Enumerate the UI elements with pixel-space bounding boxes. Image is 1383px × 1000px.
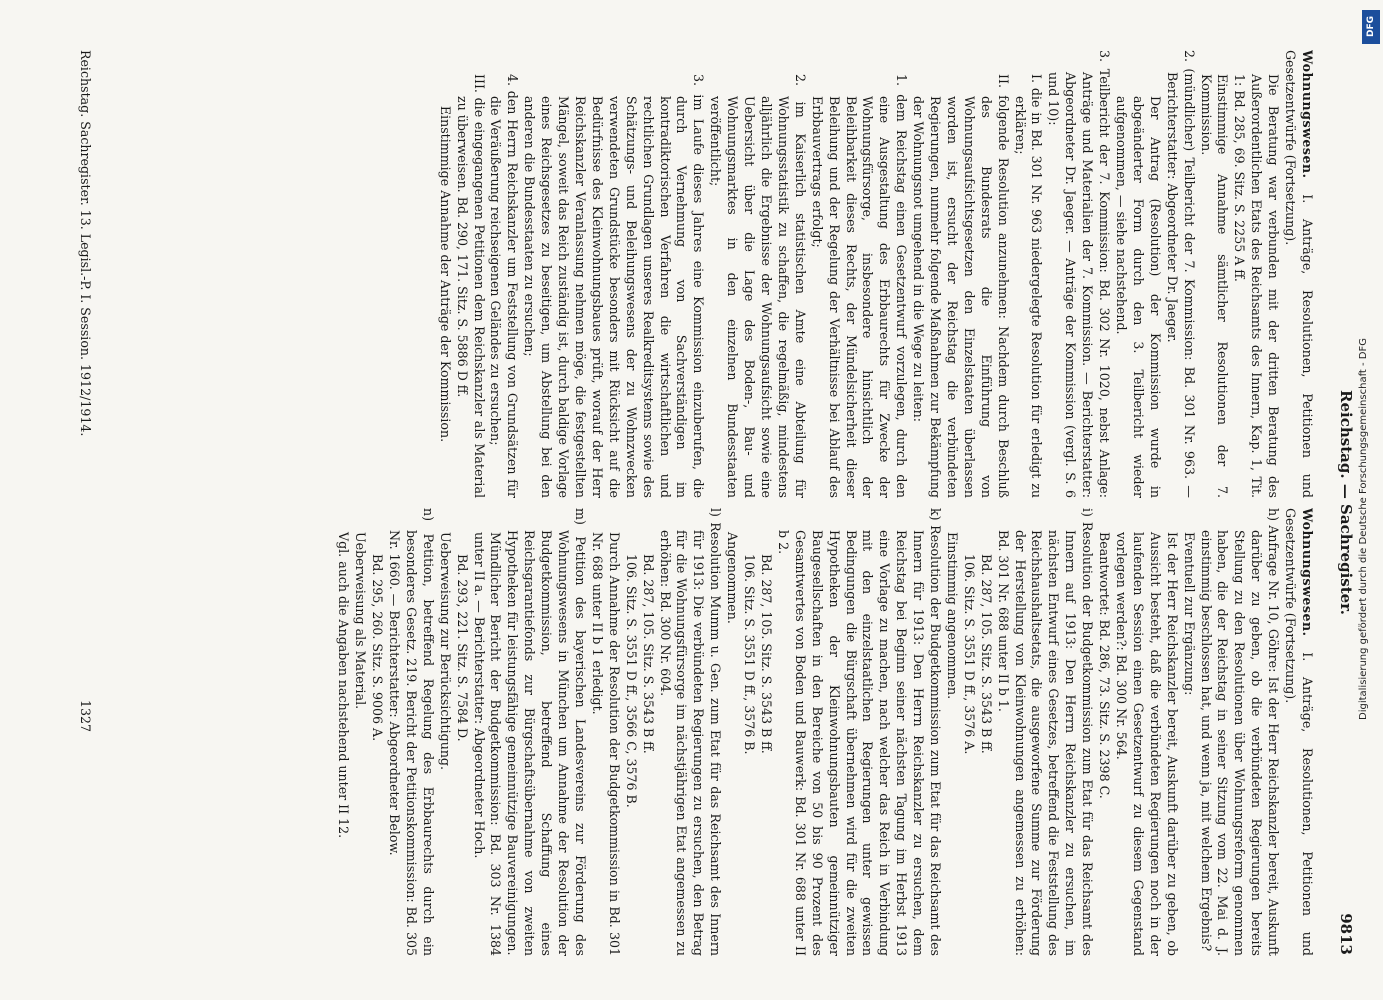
page-header xyxy=(1331,50,1361,955)
right_column-entry xyxy=(453,508,470,956)
right_column-entry xyxy=(436,508,453,956)
entry-text: III. die eingegangenen Petitionen dem Reichskanzler als Material zu überweisen. Bd. 290, 171. Sitz. S. 5886 D ff. xyxy=(454,74,487,498)
right_column-entry xyxy=(656,508,724,956)
right_column-entry xyxy=(740,508,757,956)
right_column-entry xyxy=(1095,508,1112,956)
right_column-entry xyxy=(334,508,351,956)
entry-text: Bd. 287, 105. Sitz. S. 3543 B ff. xyxy=(759,554,774,754)
entry-text: 3. im Laufe dieses Jahres eine Kommission einzuberufen, die durch Vernehmung von Sachverständigen im kontradiktorischen Verfahren die wirtschaftlichen und rechtlichen Grundlagen unseres Realkreditsystems sowie des Schätzungs- und Beleihungswesens der zu Wohnzwecken verwendeten Grundstücke besonders mit Rücksicht auf die Bedürfnisse des Kleinwohnungsbaues prüft, worauf der Herr Reichskanzler Veranlassung nehmen möge, die festgestellten Mängel, soweit das Reich zuständig ist, durch baldige Vorlage eines Reichsgesetzes zu beseitigen, um Abstellung bei den anderen die Bundesstaaten zu ersuchen; xyxy=(522,74,707,498)
right_column-entry xyxy=(504,508,589,956)
entry-text: Einstimmig angenommen. xyxy=(944,532,960,700)
entry-text: Einstimmige Annahme sämtlicher Resolutionen der 7. Kommission. xyxy=(1198,74,1231,498)
left_column-entry xyxy=(487,50,521,498)
entry-text: Angenommen. xyxy=(725,532,741,624)
footer-imprint: Reichstag. Sachregister. 13. Legisl.-P. I. Session. 1912/1914. xyxy=(78,50,93,437)
left_column-entry xyxy=(1011,50,1045,498)
running-title: Reichstag. — Sachregister. xyxy=(1337,390,1355,615)
section-heading: Wohnungswesen. xyxy=(1300,50,1315,179)
right_column-entry xyxy=(1197,508,1282,956)
right_column-entry xyxy=(757,508,774,956)
left_column-entry xyxy=(436,50,453,498)
entry-text: Ueberweisung zur Berücksichtigung. xyxy=(437,532,453,770)
entry-text: Durch Annahme der Resolution der Budgetkommission in Bd. 301 Nr. 688 unter II b 1 erledigt. xyxy=(589,532,622,956)
right_column-entry xyxy=(368,508,385,956)
entry-text: h) Anfrage Nr. 10, Göhre: Ist der Herr Reichskanzler bereit, Auskunft darüber zu geben, ob die verbündeten Regierungen bereits Stellung zu den Resolutionen über Wohnungsreform genommen haben, die der Reichstag in seiner Sitzung vom 22. Mai d. J. einstimmig beschlossen hat, und wenn ja, mit welchem Ergebnis? xyxy=(1198,508,1282,956)
entry-text: Die Beratung war verbunden mit der dritten Beratung des Außerordentlichen Etats des Reichsamts des Innern, Kap. 1, Tit. 1: Bd. 285, 69. Sitz. S. 2255 A ff. xyxy=(1232,74,1282,498)
entry-text: Einstimmige Annahme der Anträge der Kommission. xyxy=(437,105,453,443)
entry-text: 3. Teilbericht der 7. Kommission: Bd. 302 Nr. 1020, nebst Anlage: Anträge und Materialien der 7. Kommission. — Berichterstatter: Abgeordneter Dr. Jaeger. — Anträge der Kommission (vergl. S. 6 und 10): xyxy=(1046,50,1113,498)
left_column-entry xyxy=(1112,50,1163,498)
entry-text: 106. Sitz. S. 3551 D ff., 3576 A. xyxy=(961,554,977,755)
entry-text: 106. Sitz. S. 3551 D ff., 3566 C, 3576 B. xyxy=(623,554,639,808)
left_column-entry xyxy=(1230,50,1281,498)
left_column-entry xyxy=(1045,50,1113,498)
right_column-entry xyxy=(723,508,740,956)
entry-text: I. Anträge, Resolutionen, Petitionen und Gesetzentwürfe (Fortsetzung). xyxy=(1283,508,1315,956)
entry-text: 106. Sitz. S. 3551 D ff., 3576 B. xyxy=(742,554,758,755)
entry-text: 4. den Herrn Reichskanzler um Feststellung von Grundsätzen für die Veräußerung reichseigenen Geländes zu ersuchen; xyxy=(488,74,521,498)
left_column-entry xyxy=(520,50,706,498)
entry-text: Beantwortet: Bd. 286, 73. Sitz. S. 2398 C. xyxy=(1097,532,1113,799)
entry-text: Eventuell zur Ergänzung: xyxy=(1181,532,1197,696)
entry-text: I. Anträge, Resolutionen, Petitionen und Gesetzentwürfe (Fortsetzung). xyxy=(1283,50,1315,498)
right_column-entry xyxy=(385,508,436,956)
right_column-entry xyxy=(1112,508,1180,956)
right_column-entry xyxy=(1281,508,1315,956)
page-number: 9813 xyxy=(1337,913,1355,955)
left_column-entry xyxy=(808,50,909,498)
left_column-entry xyxy=(909,50,1010,498)
entry-text: Bd. 293, 221. Sitz. S. 7584 D. xyxy=(454,554,470,742)
right_column-entry xyxy=(943,508,960,956)
entry-text: n) Petition, betreffend Regelung des Erbbaurechts durch ein besonderes Gesetz. 219. Bericht der Petitionskommission: Bd. 305 Nr. 1660. — Berichterstatter: Abgeordneter Below. xyxy=(387,508,436,956)
digitization-credit: Digitalisierung gefördert durch die Deutsche Forschungsgemeinschaft - DFG xyxy=(1358,337,1369,720)
left-column xyxy=(115,50,1315,498)
entry-text: Bd. 287, 105. Sitz. S. 3543 B ff. xyxy=(640,554,656,754)
right_column-entry xyxy=(588,508,622,956)
left_column-entry xyxy=(706,50,807,498)
entry-text: I. die in Bd. 301 Nr. 963 niedergelegte Resolution für erledigt zu erklären; xyxy=(1012,74,1045,498)
dfg-logo-text: DFG xyxy=(1366,16,1376,38)
entry-text: Bd. 287, 105. Sitz. S. 3543 B ff. xyxy=(978,554,994,754)
right_column-entry xyxy=(639,508,656,956)
entry-text: Der Antrag (Resolution) der Kommission wurde in abgeänderter Form durch den 3. Teilbericht wieder aufgenommen, — siehe nachstehend. xyxy=(1114,96,1163,498)
right_column-entry xyxy=(977,508,994,956)
entry-text: i) Resolution der Budgetkommission zum Etat für das Reichsamt des Innern auf 1913: Den Herrn Reichskanzler zu ersuchen, im nächsten Entwurf eines Gesetzes, betreffend die Feststellung des Reichshaushaltsetats, die ausgeworfene Summe zur Förderung der Herstellung von Kleinwohnungen angemessen zu erhöhen: Bd. 301 Nr. 688 unter II b 1. xyxy=(995,508,1096,956)
right_column-entry xyxy=(622,508,639,956)
entry-text: k) Resolution der Budgetkommission zum Etat für das Reichsamt des Innern für 1913: Den Herrn Reichskanzler zu ersuchen, dem Reichstag bei Beginn seiner nächsten Tagung im Herbst 1913 eine Vorlage zu machen, nach welcher das Reich in Verbindung mit den einzelstaatlichen Regierungen unter gewissen Bedingungen die Bürgschaft übernehmen wird für die zweiten Hypotheken der Kleinwohnungsbauten gemeinnütziger Baugesellschaften in den Bereiche von 50 bis 90 Prozent des Gesamtwertes von Boden und Bauwerk: Bd. 301 Nr. 688 unter II b 2. xyxy=(775,508,944,956)
entry-text: Vgl. auch die Angaben nachstehend unter II 12. xyxy=(336,532,352,839)
entry-text: 2. im Kaiserlich statistischen Amte eine Abteilung für Wohnungsstatistik zu schaffen, die regelmäßig, mindestens alljährlich die Ergebnisse der Wohnungsaufsicht sowie eine Uebersicht über die Lage des Boden-, Bau- und Wohnungsmarktes in den einzelnen Bundesstaaten veröffentlicht; xyxy=(708,74,808,498)
section-heading: Wohnungswesen. xyxy=(1300,508,1315,637)
dfg-logo xyxy=(1362,10,1380,44)
entry-text: Mündlicher Bericht der Budgetkommission: Bd. 303 Nr. 1384 unter II a. — Berichterstatter: Abgeordneter Hoch. xyxy=(471,532,504,956)
entry-text: l) Resolution Mumm u. Gen. zum Etat für das Reichsamt des Innern für 1913: Die verbündeten Regierungen zu ersuchen, den Betrag für die Wohnungsfürsorge im nächstjährigen Etat angemessen zu erhöhen: Bd. 300 Nr. 604. xyxy=(657,508,724,956)
entry-text: m) Petition des bayerischen Landesvereins zur Förderung des Wohnungswesens in München um Annahme der Resolution der Budgetkommission, betreffend Schaffung eines Reichsgarantiefonds zur Bürgschaftsübernahme von zweiten Hypotheken für leistungsfähige gemeinnützige Bauvereinigungen. xyxy=(505,508,589,956)
entry-text: Ueberweisung als Material. xyxy=(353,532,369,710)
entry-text: Bd. 295, 260. Sitz. S. 9006 A. xyxy=(370,554,386,742)
right_column-entry xyxy=(351,508,368,956)
left_column-entry xyxy=(1281,50,1315,498)
left_column-entry xyxy=(453,50,487,498)
entry-text: 2. (mündlicher) Teilbericht der 7. Kommission: Bd. 301 Nr. 963. — Berichterstatter: Abgeordneter Dr. Jaeger. xyxy=(1164,50,1197,498)
right-column xyxy=(115,508,1315,956)
right_column-entry xyxy=(994,508,1095,956)
right_column-entry xyxy=(470,508,504,956)
entry-text: 1. dem Reichstag einen Gesetzentwurf vorzulegen, durch den eine Ausgestaltung des Erbbaurechts für Zwecke der Wohnungsfürsorge, insbesondere hinsichtlich der Beleihbarkeit dieses Rechts, der Mündelsicherheit dieser Beleihung und der Regelung der Verhältnisse bei Ablauf des Erbbauvertrags erfolgt; xyxy=(809,74,910,498)
left_column-entry xyxy=(1163,50,1197,498)
signature-mark: 1327 xyxy=(78,700,93,733)
right_column-entry xyxy=(774,508,943,956)
entry-text: II. folgende Resolution anzunehmen: Nachdem durch Beschluß des Bundesrats die Einführung von Wohnungsaufsichtsgesetzen den Einzelstaaten überlassen worden ist, ersucht der Reichstag die verbündeten Regierungen, nunmehr folgende Maßnahmen zur Bekämpfung der Wohnungsnot umgehend in die Wege zu leiten: xyxy=(911,74,1011,498)
left_column-entry xyxy=(1197,50,1231,498)
right_column-entry xyxy=(1180,508,1197,956)
entry-text: Ist der Herr Reichskanzler bereit, Auskunft darüber zu geben, ob Aussicht besteht, daß die verbündeten Regierungen noch in der laufenden Session einen Gesetzentwurf zu diesem Gegenstand vorlegen werden?: Bd. 300 Nr. 564. xyxy=(1114,532,1180,956)
right_column-entry xyxy=(960,508,977,956)
